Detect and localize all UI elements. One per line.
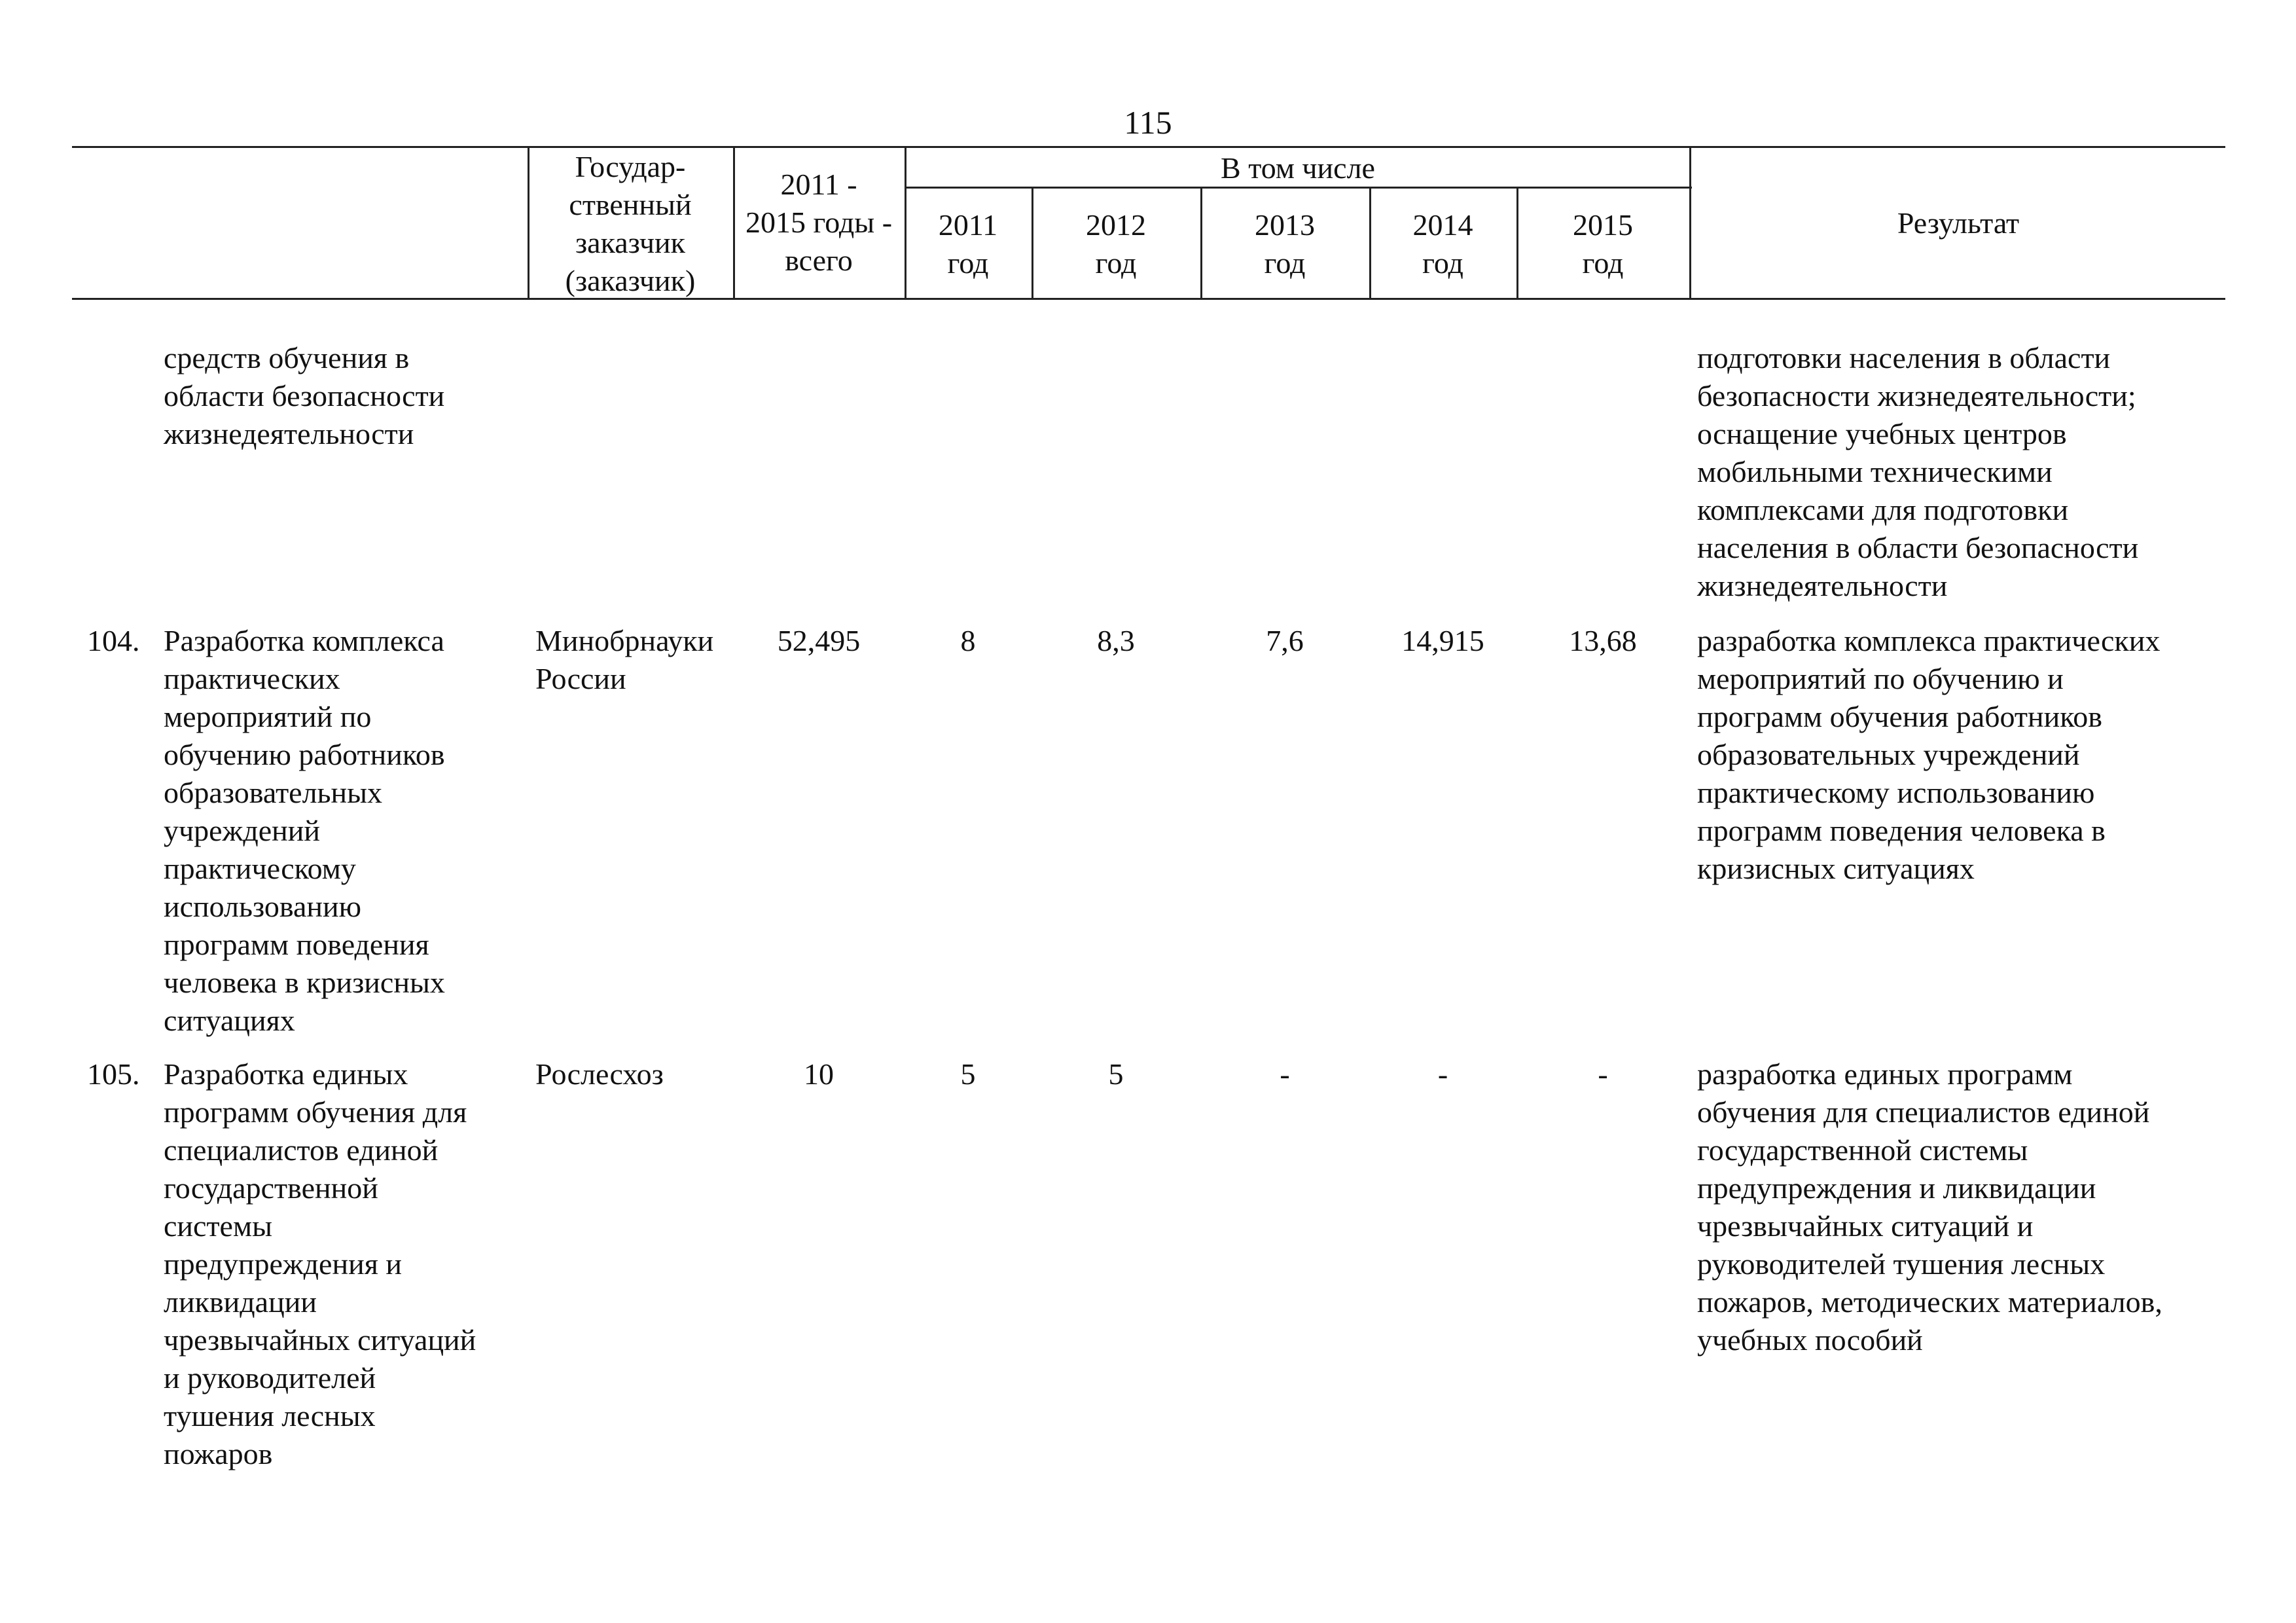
row-name: средств обучения в области безопасности жизнедеятельности — [164, 341, 445, 450]
row-name: Разработка единых программ обучения для специалистов единой государственной системы предупреждения и ликвидации чрезвычайных ситуаций и руководителей тушения лесных пожаров — [164, 1057, 476, 1470]
header-total: 2011 - 2015 годы - всего — [745, 168, 893, 277]
header-bottom-rule — [72, 298, 2225, 300]
row-value-2015: - — [1598, 1057, 1608, 1091]
header-year-2014: 2014 год — [1412, 208, 1473, 280]
page-number: 115 — [1124, 104, 1172, 141]
row-name: Разработка комплекса практических мероприятий по обучению работников образовательных учреждений практическому использованию программ поведения человека в кризисных ситуациях — [164, 624, 445, 1037]
row-result: разработка единых программ обучения для специалистов единой государственной системы предупреждения и ликвидации чрезвычайных ситуаций и руководителей тушения лесных пожаров, методических материалов, учебных пособий — [1697, 1057, 2162, 1357]
row-value-2015: 13,68 — [1569, 624, 1637, 657]
header-including: В том числе — [1221, 151, 1375, 185]
row-customer: Минобрнауки России — [535, 624, 714, 695]
header-top-rule — [72, 146, 2225, 148]
row-result: разработка комплекса практических мероприятий по обучению и программ обучения работников образовательных учреждений практическому использованию программ поведения человека в кризисных ситуациях — [1697, 624, 2161, 885]
header-year-2015: 2015 год — [1573, 208, 1633, 280]
row-number: 105. — [87, 1057, 140, 1091]
row-value-2011: 8 — [960, 624, 976, 657]
header-customer: Государ- ственный заказчик (заказчик) — [565, 150, 696, 297]
header-year-2012: 2012 год — [1086, 208, 1146, 280]
row-value-2014: - — [1437, 1057, 1448, 1091]
row-number: 104. — [87, 624, 140, 657]
row-value-2013: 7,6 — [1266, 624, 1304, 657]
row-value-2013: - — [1280, 1057, 1290, 1091]
row-customer: Рослесхоз — [535, 1057, 664, 1091]
row-value-2012: 5 — [1108, 1057, 1124, 1091]
row-value-2012: 8,3 — [1097, 624, 1135, 657]
row-value-2011: 5 — [960, 1057, 976, 1091]
row-result: подготовки населения в области безопасности жизнедеятельности; оснащение учебных центров мобильными техническими комплексами для подготовки населения в области безопасности жизнедеятельности — [1697, 341, 2139, 602]
header-year-2011: 2011 год — [938, 208, 998, 280]
header-result: Результат — [1897, 206, 2020, 240]
row-total: 10 — [804, 1057, 834, 1091]
row-value-2014: 14,915 — [1401, 624, 1484, 657]
row-total: 52,495 — [777, 624, 861, 657]
header-year-2013: 2013 год — [1255, 208, 1315, 280]
